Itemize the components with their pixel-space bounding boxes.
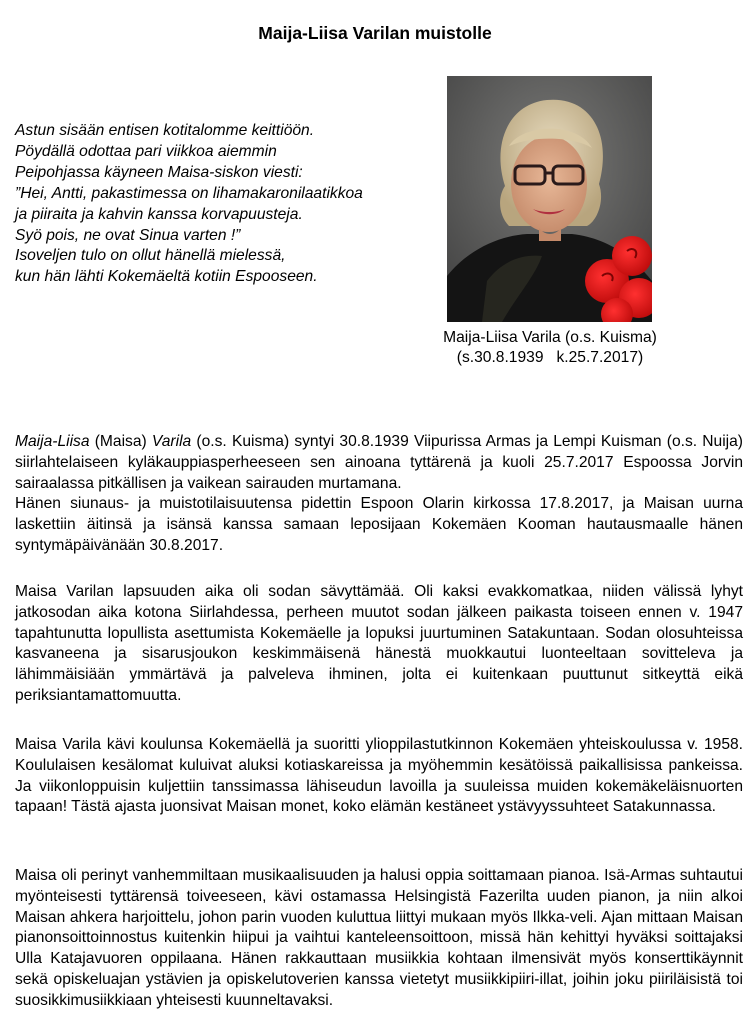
poem-line: Peipohjassa käyneen Maisa-siskon viesti: <box>15 163 303 181</box>
photo-caption <box>400 328 700 368</box>
paragraph-childhood: Maisa Varilan lapsuuden aika oli sodan sävyttämää. Oli kaksi evakkomatkaa, niiden välissä lyhyt jatkosodan aika kotona Siirlahdessa, perheen muutot sodan jälkeen paikasta toiseen ennen v. 1947 tapahtunutta lopullista asettumista Kokemäelle ja lopuksi juurtuminen Satakuntaan. Sodan olosuhteissa kasvaneena ja sisarusjoukon keskimmäisenä hänestä muokkautui luonteeltaan sovitteleva ja lähimmäisiään ymmärtävä ja palveleva ihminen, jolta ei kuitenkaan puuttunut sitkeyttä eikä periksiantamattomuutta. <box>15 583 743 704</box>
name-last: Varila <box>151 433 192 450</box>
poem-line: ja piiraita ja kahvin kanssa korvapuusteja. <box>15 205 303 223</box>
portrait-photo <box>447 76 652 322</box>
poem-line: ”Hei, Antti, pakastimessa on lihamakaronilaatikkoa <box>15 184 363 202</box>
caption-name: Maija-Liisa Varila (o.s. Kuisma) <box>443 329 657 346</box>
poem-line: Pöydällä odottaa pari viikkoa aiemmin <box>15 142 277 160</box>
birth-death-text: (o.s. Kuisma) syntyi 30.8.1939 Viipurissa Armas ja Lempi Kuisman (o.s. Nuija) siirlahtelaiseen kyläkauppiasperheeseen sen ainoana tyttärenä ja kuoli 25.7.2017 Espoossa Jorvin sairaalassa pitkällisen ja vaikean sairauden murtamana. <box>15 433 743 492</box>
document-title: Maija-Liisa Varilan muistolle <box>258 23 492 43</box>
poem-line: Astun sisään entisen kotitalomme keittiöön. <box>15 122 315 139</box>
poem-line: kun hän lähti Kokemäeltä kotiin Espooseen. <box>15 268 318 286</box>
funeral-text: Hänen siunaus- ja muistotilaisuutensa pidettin Espoon Olarin kirkossa 17.8.2017, ja Maisan uurna laskettiin äitinsä ja isänsä kanssa samaan leposijaan Kokemäen Kooman hautausmaalle hänen syntymäpäivänään 30.8.2017. <box>15 495 743 554</box>
memorial-poem <box>15 121 425 288</box>
name-first: Maija-Liisa <box>15 433 90 450</box>
caption-dates: (s.30.8.1939 k.25.7.2017) <box>456 349 644 366</box>
poem-line: Isoveljen tulo on ollut hänellä mielessä, <box>15 247 286 265</box>
nickname: (Maisa) <box>89 433 152 450</box>
paragraph-school: Maisa Varila kävi koulunsa Kokemäellä ja suoritti ylioppilastutkinnon Kokemäen yhteiskoulussa v. 1958. Koululaisen kesälomat kuluivat aluksi kotiaskareissa ja myöhemmin kesätöissä paikallisissa pankeissa. Ja viikonloppuisin kuljettiin tanssimassa lähiseudun lavoilla ja suuleissa muiden kokemäkeläisnuorten tapaan! Tästä ajasta juonsivat Maisan monet, koko elämän kestäneet ystävyyssuhteet Satakunnassa. <box>15 736 743 816</box>
paragraph-biography-intro <box>15 432 743 557</box>
paragraph-music: Maisa oli perinyt vanhemmiltaan musikaalisuuden ja halusi oppia soittamaan pianoa. Isä-Armas suhtautui myönteisesti tyttärensä toiveeseen, kävi ostamassa Helsingistä Fazerilta uuden pianon, ja niin alkoi Maisan ahkera harjoittelu, johon parin vuoden kuluttua liittyi mukaan myös Ilkka-veli. Ajan mittaan Maisan pianonsoittoinnostus kuitenkin hiipui ja vaihtui kanteleensoittoon, missä hän kehittyi hyväksi soittajaksi Ulla Katajavuoren oppilaana. Hänen rakkauttaan musiikkia kohtaan ilmensivät myös konserttikäynnit sekä opiskeluajan ystävien ja opiskelutoverien kanssa vietetyt musiikkipiiri-illat, joihin joku piiriläisistä toi suosikkimusiikkiaan yhteisesti kuunneltavaksi. <box>15 867 743 1009</box>
poem-line: Syö pois, ne ovat Sinua varten !” <box>15 226 241 244</box>
